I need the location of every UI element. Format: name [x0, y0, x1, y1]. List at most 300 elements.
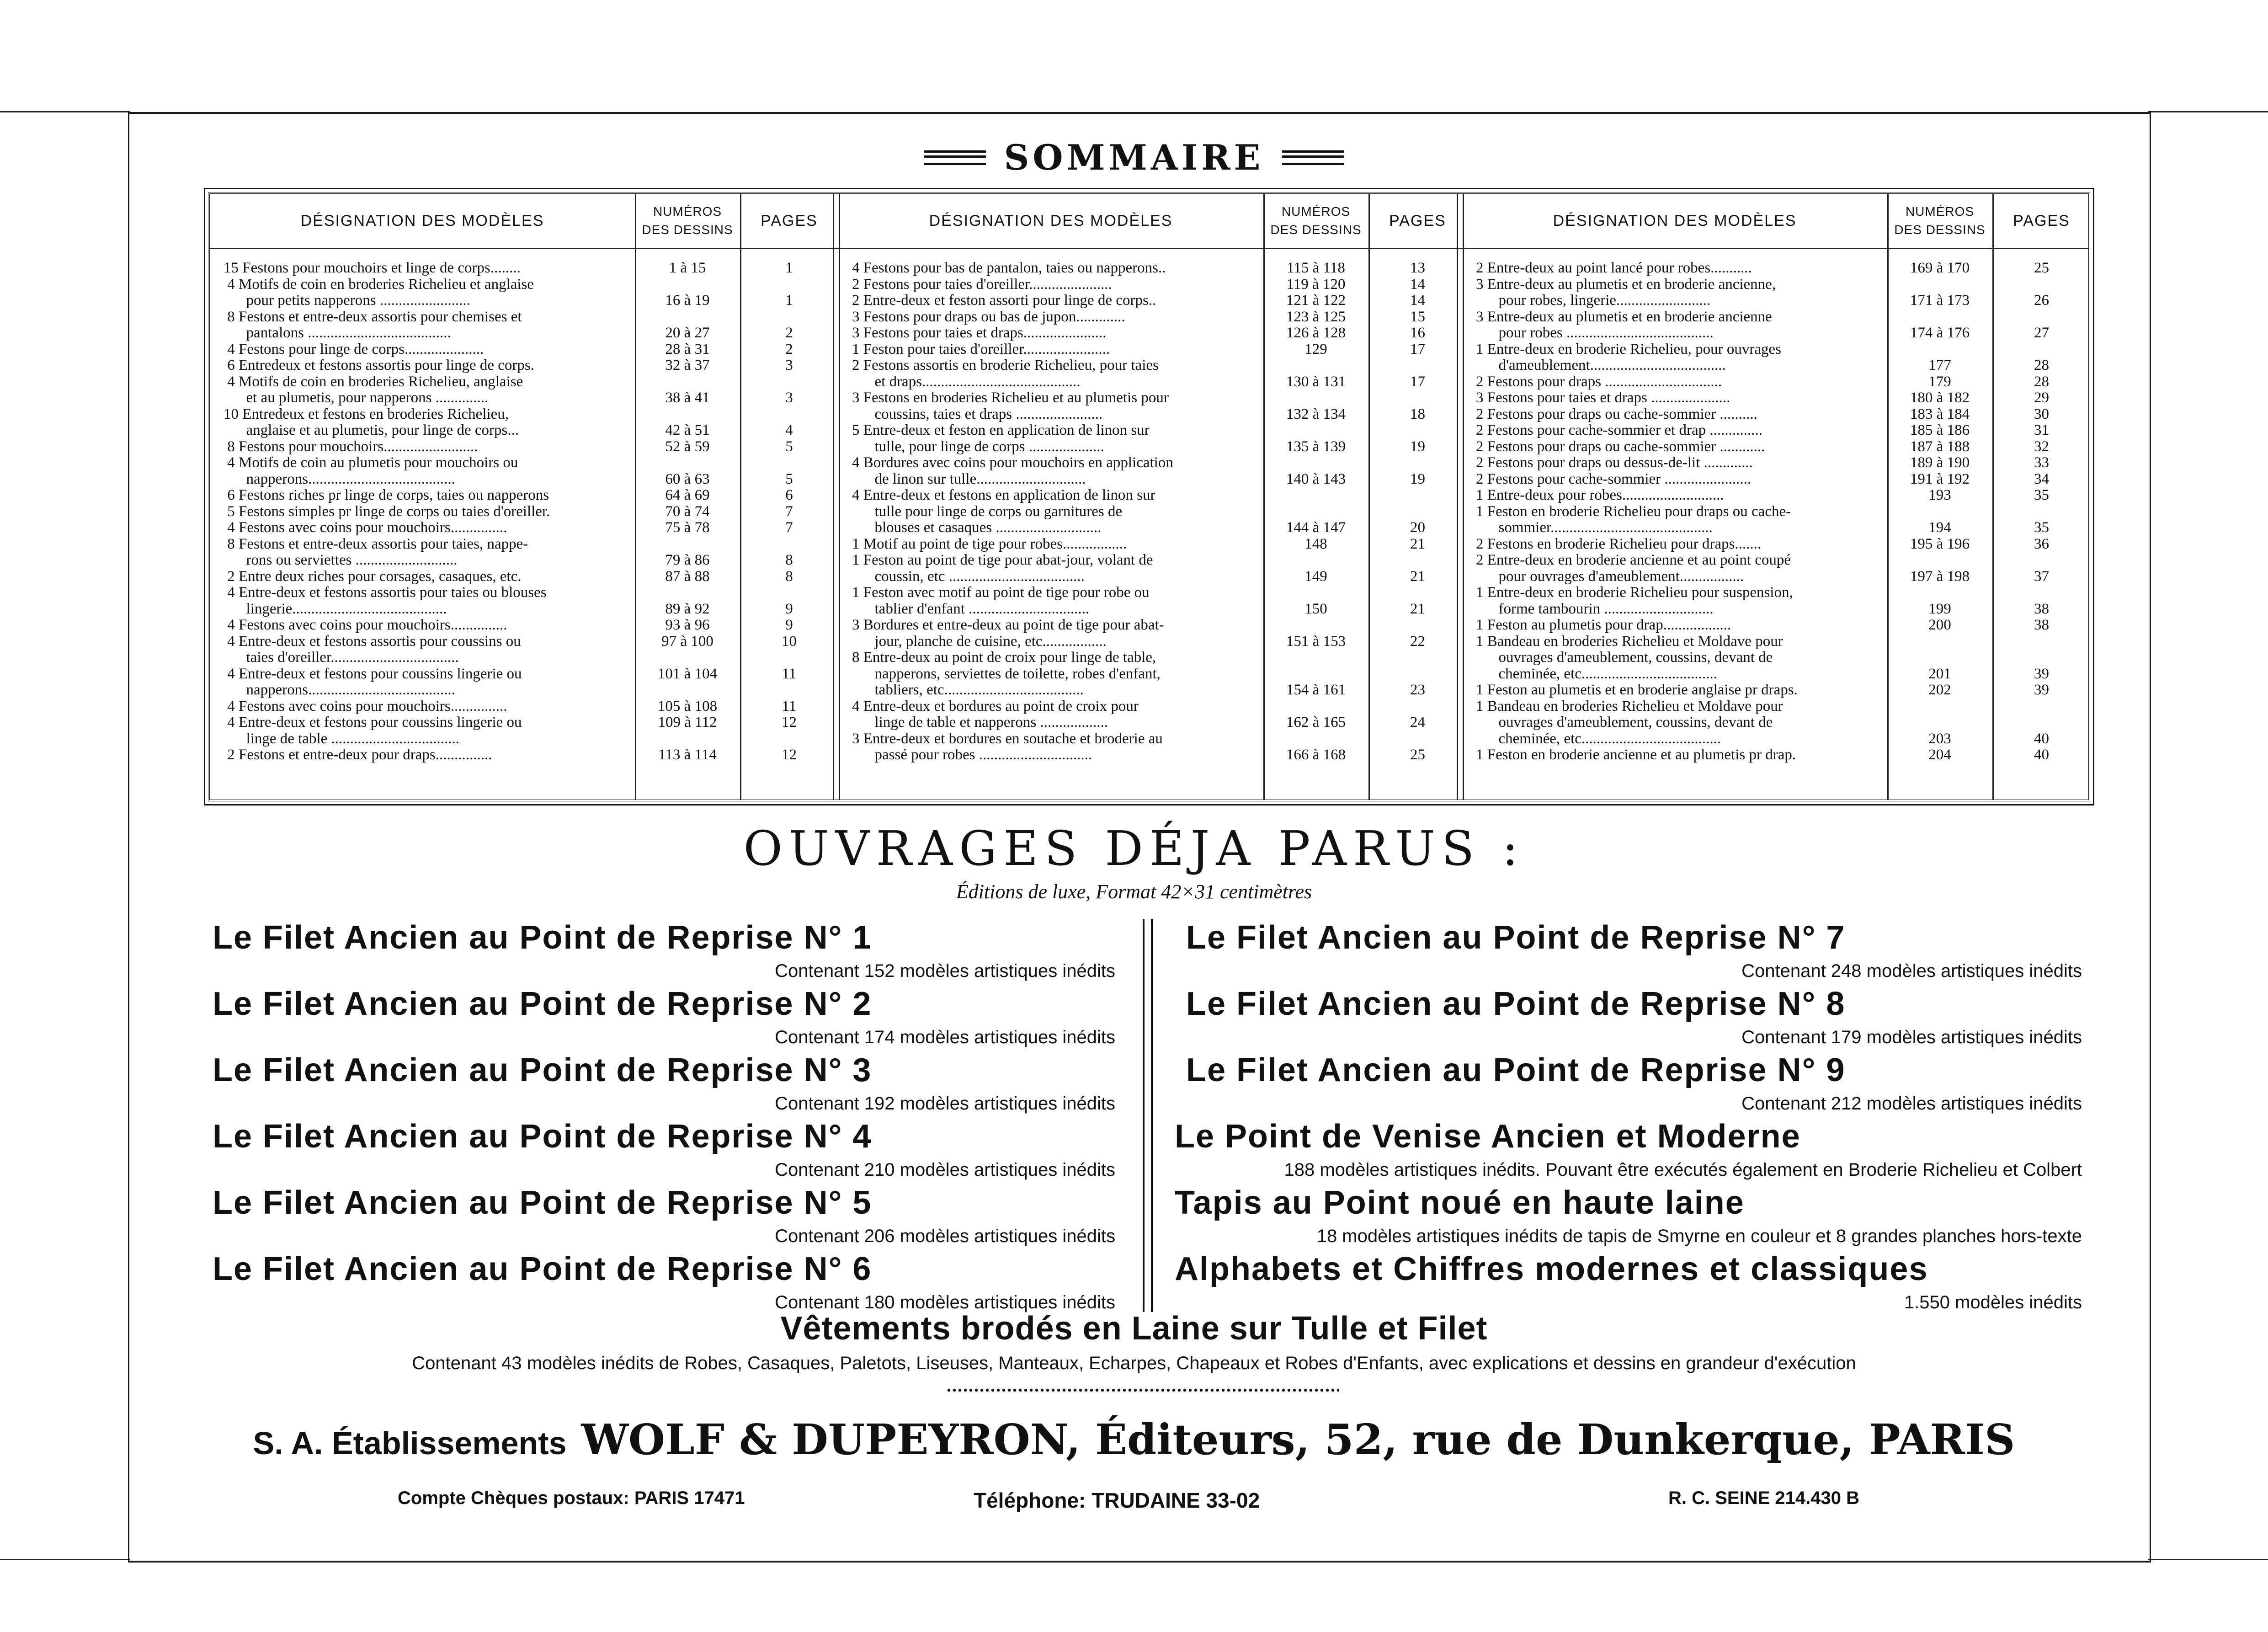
publisher-line [0, 1415, 2268, 1464]
table-row: 2 Festons pour draps ............................... [1476, 373, 1722, 390]
table-row: jour, planche de cuisine, etc................. [852, 633, 1107, 650]
numeros-list [1263, 260, 1368, 763]
table-row: 3 Festons pour draps ou bas de jupon............. [852, 308, 1125, 325]
header-numeros: NUMÉROS DES DESSINS [642, 204, 733, 237]
table-row: 1 Feston avec motif au point de tige pour robe ou [852, 584, 1150, 601]
book-title: Le Filet Ancien au Point de Reprise N° 6 [213, 1251, 872, 1287]
header-designation: DÉSIGNATION DES MODÈLES [300, 212, 544, 229]
row-page: 3 [785, 357, 793, 373]
table-row: passé pour robes .............................. [852, 747, 1092, 763]
designation-list [224, 260, 630, 763]
row-page: 28 [2034, 373, 2049, 390]
header-numeros: NUMÉROS DES DESSINS [1894, 204, 1986, 237]
books-separator [1143, 919, 1153, 1312]
row-numbers [1887, 552, 1992, 569]
book-subtitle: 18 modèles artistiques inédits de tapis de Smyrne en couleur et 8 grandes planches hors-texte [1316, 1226, 2082, 1246]
ouvrages-title: OUVRAGES DÉJA PARUS : [743, 821, 1525, 876]
table-row: 1 Feston au plumetis et en broderie anglaise pr draps. [1476, 682, 1798, 698]
table-row: linge de table .................................. [224, 730, 460, 747]
row-numbers: 28 à 31 [665, 341, 710, 357]
row-page [1992, 699, 2091, 715]
table-row: 2 Entre deux riches pour corsages, casaques, etc. [224, 568, 522, 585]
row-page [1368, 666, 1467, 683]
table-row: tulle pour linge de corps ou garnitures de [852, 503, 1123, 520]
book-subtitle: Contenant 248 modèles artistiques inédits [1741, 961, 2082, 981]
row-numbers: 52 à 59 [665, 438, 710, 455]
row-page: 32 [2034, 438, 2049, 455]
table-row: coussins, taies et draps ....................... [852, 405, 1103, 422]
row-numbers: 87 à 88 [665, 568, 710, 585]
row-numbers: 189 à 190 [1910, 454, 1970, 471]
table-row: 2 Festons pour draps ou dessus-de-lit ............. [1476, 454, 1753, 471]
row-page: 15 [1410, 308, 1425, 325]
row-numbers [635, 455, 740, 471]
row-page: 26 [2034, 292, 2049, 309]
dotted-rule [946, 1387, 1339, 1393]
header-designation: DÉSIGNATION DES MODÈLES [1553, 212, 1797, 229]
row-numbers: 89 à 92 [665, 600, 710, 617]
row-numbers: 42 à 51 [665, 422, 710, 438]
row-page: 35 [2034, 487, 2049, 503]
row-numbers [1263, 357, 1368, 374]
table-row: et draps.......................................... [852, 373, 1081, 390]
row-numbers [1263, 487, 1368, 504]
row-numbers: 177 [1928, 357, 1951, 373]
row-page [740, 650, 838, 666]
row-numbers [1887, 634, 1992, 650]
row-numbers: 115 à 118 [1287, 260, 1345, 276]
table-row: 2 Festons pour draps ou cache-sommier .......... [1476, 405, 1757, 422]
table-row: pour robes, lingerie......................... [1476, 292, 1711, 309]
table-row: 3 Festons en broderies Richelieu et au plumetis pour [852, 389, 1169, 406]
table-row: 1 Feston en broderie Richelieu pour draps ou cache- [1476, 503, 1791, 520]
table-row: 4 Festons pour linge de corps..................... [224, 341, 484, 357]
row-page [1368, 585, 1467, 601]
row-page [740, 731, 838, 747]
row-page: 33 [2034, 454, 2049, 471]
table-row: 1 Feston en broderie ancienne et au plumetis pr drap. [1476, 747, 1796, 763]
row-page [740, 309, 838, 325]
pages-list [740, 260, 838, 763]
table-row: 1 Motif au point de tige pour robes................. [852, 535, 1127, 552]
row-page [1368, 422, 1467, 439]
numeros-list [635, 260, 740, 763]
row-page: 36 [2034, 535, 2049, 552]
row-page: 9 [785, 617, 793, 633]
row-numbers: 135 à 139 [1286, 438, 1346, 455]
row-page: 10 [782, 633, 797, 650]
table-row: 3 Entre-deux et bordures en soutache et broderie au [852, 730, 1163, 747]
row-numbers: 70 à 74 [665, 503, 710, 520]
row-numbers: 75 à 78 [665, 519, 710, 536]
row-page: 30 [2034, 405, 2049, 422]
row-page: 3 [785, 389, 793, 406]
row-numbers: 151 à 153 [1286, 633, 1346, 650]
row-page: 17 [1410, 341, 1425, 357]
table-row: anglaise et au plumetis, pour linge de corps... [224, 422, 519, 438]
row-page [1368, 357, 1467, 374]
row-page: 9 [785, 600, 793, 617]
row-numbers [635, 536, 740, 553]
row-numbers: 162 à 165 [1286, 714, 1346, 731]
cheques-info: Compte Chèques postaux: PARIS 17471 [398, 1488, 745, 1508]
table-row: coussin, etc .................................... [852, 568, 1085, 585]
row-page: 27 [2034, 325, 2049, 341]
table-row: 1 Entre-deux pour robes........................... [1476, 487, 1724, 503]
row-numbers: 203 [1928, 730, 1951, 747]
book-subtitle: Contenant 180 modèles artistiques inédits [775, 1292, 1115, 1312]
book-subtitle: Contenant 206 modèles artistiques inédits [775, 1226, 1115, 1246]
row-page: 38 [2034, 600, 2049, 617]
table-row: pour petits napperons ........................ [224, 292, 470, 309]
row-numbers: 191 à 192 [1910, 470, 1970, 487]
table-row: 1 Feston pour taies d'oreiller....................... [852, 341, 1110, 357]
row-page: 24 [1410, 714, 1425, 731]
table-row: pour ouvrages d'ameublement................. [1476, 568, 1744, 585]
row-numbers [1887, 341, 1992, 358]
row-numbers: 132 à 134 [1286, 405, 1346, 422]
book-subtitle: Contenant 179 modèles artistiques inédits [1741, 1027, 2082, 1047]
row-page: 14 [1410, 292, 1425, 309]
row-numbers [1263, 731, 1368, 747]
ouvrages-subtitle: Éditions de luxe, Format 42×31 centimètres [956, 880, 1312, 903]
header-pages: PAGES [2013, 212, 2070, 229]
row-page: 2 [785, 325, 793, 341]
row-numbers [1263, 650, 1368, 666]
table-row: 6 Entredeux et festons assortis pour linge de corps. [224, 357, 535, 373]
book-subtitle: 1.550 modèles inédits [1904, 1292, 2082, 1312]
row-numbers [635, 277, 740, 293]
table-row: 10 Entredeux et festons en broderies Richelieu, [224, 405, 509, 422]
row-numbers [1887, 277, 1992, 293]
row-numbers: 105 à 108 [657, 698, 718, 715]
book-title: Le Filet Ancien au Point de Reprise N° 5 [213, 1184, 872, 1221]
row-page [1992, 585, 2091, 601]
row-numbers: 1 à 15 [669, 260, 706, 276]
table-row: 4 Motifs de coin en broderies Richelieu, anglaise [224, 373, 523, 390]
row-numbers [1887, 504, 1992, 520]
row-numbers: 149 [1304, 568, 1327, 585]
table-row: tulle, pour linge de corps .................... [852, 438, 1104, 455]
row-numbers: 121 à 122 [1286, 292, 1346, 309]
header-pages: PAGES [1389, 212, 1446, 229]
row-numbers [1263, 504, 1368, 520]
table-row: 1 Entre-deux en broderie Richelieu, pour ouvrages [1476, 341, 1782, 357]
table-row: 3 Bordures et entre-deux au point de tige pour abat- [852, 617, 1164, 633]
row-page: 18 [1410, 405, 1425, 422]
row-numbers [1263, 422, 1368, 439]
row-numbers: 166 à 168 [1286, 747, 1346, 763]
table-row: blouses et casaques ............................ [852, 519, 1102, 536]
row-page [740, 374, 838, 390]
row-page [1368, 390, 1467, 406]
row-numbers [1263, 699, 1368, 715]
row-page: 21 [1410, 600, 1425, 617]
table-row: cheminée, etc..................................... [1476, 730, 1721, 747]
table-row: 4 Festons avec coins pour mouchoirs............... [224, 617, 507, 633]
designation-list [1476, 260, 1883, 763]
table-row: 4 Bordures avec coins pour mouchoirs en application [852, 454, 1173, 471]
row-numbers [1887, 699, 1992, 715]
table-row: 2 Festons pour cache-sommier et drap .............. [1476, 422, 1762, 438]
row-page [1992, 634, 2091, 650]
row-numbers: 194 [1928, 519, 1951, 536]
table-row: et au plumetis, pour napperons .............. [224, 389, 489, 406]
rule-bottom-left [0, 1559, 130, 1560]
row-page: 17 [1410, 373, 1425, 390]
row-page: 12 [782, 747, 797, 763]
table-row: 15 Festons pour mouchoirs et linge de corps........ [224, 260, 521, 276]
row-page: 39 [2034, 682, 2049, 698]
table-row: tablier d'enfant ................................ [852, 600, 1090, 617]
row-numbers: 187 à 188 [1910, 438, 1970, 455]
row-page: 7 [785, 503, 793, 520]
table-row: 2 Festons pour draps ou cache-sommier ............ [1476, 438, 1765, 455]
title-text: SOMMAIRE [1004, 137, 1264, 178]
table-row: 2 Festons assortis en broderie Richelieu, pour taies [852, 357, 1159, 373]
row-numbers: 126 à 128 [1286, 325, 1346, 341]
row-page: 5 [785, 438, 793, 455]
row-page: 39 [2034, 665, 2049, 682]
table-row: ouvrages d'ameublement, coussins, devant de [1476, 649, 1773, 666]
row-page [1368, 699, 1467, 715]
row-page: 35 [2034, 519, 2049, 536]
row-numbers [1887, 309, 1992, 325]
pages-list [1368, 260, 1467, 763]
table-row: 4 Festons avec coins pour mouchoirs............... [224, 519, 507, 536]
row-numbers: 101 à 104 [657, 665, 718, 682]
row-page [1992, 309, 2091, 325]
row-page: 12 [782, 714, 797, 731]
table-row: sommier........................................... [1476, 519, 1713, 536]
header-designation: DÉSIGNATION DES MODÈLES [929, 212, 1173, 229]
book-title: Le Filet Ancien au Point de Reprise N° 9 [1186, 1052, 1846, 1088]
table-row: lingerie......................................... [224, 600, 447, 617]
table-row: 4 Entre-deux et festons en application de linon sur [852, 487, 1155, 503]
telephone-info: Téléphone: TRUDAINE 33-02 [974, 1488, 1260, 1512]
row-page: 14 [1410, 276, 1425, 293]
row-page [740, 536, 838, 553]
row-page: 34 [2034, 470, 2049, 487]
table-row: ouvrages d'ameublement, coussins, devant de [1476, 714, 1773, 731]
table-row: rons ou serviettes ........................... [224, 552, 458, 568]
book-title: Tapis au Point noué en haute laine [1175, 1184, 1745, 1221]
table-row: 8 Entre-deux au point de croix pour linge de table, [852, 649, 1156, 666]
row-numbers: 113 à 114 [658, 747, 717, 763]
row-numbers: 79 à 86 [665, 552, 710, 568]
row-numbers: 174 à 176 [1910, 325, 1970, 341]
row-page: 11 [782, 698, 797, 715]
row-numbers: 140 à 143 [1286, 470, 1346, 487]
row-page: 11 [782, 665, 797, 682]
row-numbers: 144 à 147 [1286, 519, 1346, 536]
table-row: 1 Entre-deux en broderie Richelieu pour suspension, [1476, 584, 1793, 601]
row-page: 1 [785, 292, 793, 309]
row-numbers: 32 à 37 [665, 357, 710, 373]
row-page [1368, 455, 1467, 471]
table-row: 1 Feston au point de tige pour abat-jour, volant de [852, 552, 1153, 568]
row-page: 7 [785, 519, 793, 536]
row-numbers: 180 à 182 [1910, 389, 1970, 406]
title-rule-right [1282, 150, 1344, 165]
row-page: 2 [785, 341, 793, 357]
rule-bottom-right [2148, 1559, 2268, 1560]
row-numbers [1263, 390, 1368, 406]
row-page [740, 455, 838, 471]
header-numeros: NUMÉROS DES DESSINS [1270, 204, 1362, 237]
row-numbers: 154 à 161 [1286, 682, 1346, 698]
row-page: 25 [1410, 747, 1425, 763]
table-row: 2 Festons pour cache-sommier ....................... [1476, 470, 1752, 487]
row-numbers [1263, 666, 1368, 683]
row-numbers: 148 [1304, 535, 1327, 552]
table-row: 4 Entre-deux et festons assortis pour coussins ou [224, 633, 521, 650]
row-numbers [635, 682, 740, 699]
row-numbers: 38 à 41 [665, 389, 710, 406]
row-numbers: 20 à 27 [665, 325, 710, 341]
row-numbers [635, 374, 740, 390]
row-numbers: 123 à 125 [1286, 308, 1346, 325]
row-page: 20 [1410, 519, 1425, 536]
row-numbers: 129 [1304, 341, 1327, 357]
table-row: 1 Feston au plumetis pour drap.................. [1476, 617, 1731, 633]
row-numbers [1263, 552, 1368, 569]
rule-top-left [0, 111, 130, 112]
row-page: 6 [785, 487, 793, 503]
table-row: tabliers, etc..................................... [852, 682, 1084, 698]
row-page: 13 [1410, 260, 1425, 276]
row-page: 19 [1410, 438, 1425, 455]
row-page: 21 [1410, 535, 1425, 552]
vetements-subtitle: Contenant 43 modèles inédits de Robes, Casaques, Paletots, Liseuses, Manteaux, Echarpes, Chapeaux et Robes d'Enfants, avec explications et dessins en grandeur d'exécution [412, 1353, 1856, 1373]
row-page [740, 585, 838, 601]
row-page: 8 [785, 568, 793, 585]
row-page: 1 [785, 260, 793, 276]
row-page: 25 [2034, 260, 2049, 276]
book-title: Le Filet Ancien au Point de Reprise N° 2 [213, 986, 872, 1022]
table-row: 6 Festons riches pr linge de corps, taies ou napperons [224, 487, 549, 503]
row-numbers [635, 309, 740, 325]
row-page [1992, 650, 2091, 666]
row-page: 5 [785, 470, 793, 487]
table-row: 2 Festons et entre-deux pour draps............... [224, 747, 492, 763]
table-row: 2 Entre-deux en broderie ancienne et au point coupé [1476, 552, 1791, 568]
row-numbers [1263, 455, 1368, 471]
row-numbers: 130 à 131 [1286, 373, 1346, 390]
row-page: 40 [2034, 730, 2049, 747]
table-row: 4 Festons pour bas de pantalon, taies ou napperons.. [852, 260, 1166, 276]
row-numbers: 193 [1928, 487, 1951, 503]
row-page [1368, 731, 1467, 747]
row-page: 38 [2034, 617, 2049, 633]
row-numbers [1887, 715, 1992, 731]
table-row: napperons....................................... [224, 470, 455, 487]
table-row: 8 Festons pour mouchoirs......................... [224, 438, 478, 455]
row-numbers: 119 à 120 [1286, 276, 1346, 293]
row-numbers: 201 [1928, 665, 1951, 682]
book-title: Le Filet Ancien au Point de Reprise N° 1 [213, 919, 872, 956]
publisher-name: WOLF & DUPEYRON, Éditeurs, 52, rue de Dunkerque, PARIS [581, 1415, 2015, 1464]
table-row: 4 Entre-deux et festons pour coussins lingerie ou [224, 714, 522, 731]
table-row: 4 Motifs de coin au plumetis pour mouchoirs ou [224, 454, 518, 471]
row-page: 28 [2034, 357, 2049, 373]
table-row: forme tambourin ............................. [1476, 600, 1714, 617]
book-title: Le Point de Venise Ancien et Moderne [1175, 1118, 1801, 1155]
table-row: napperons....................................... [224, 682, 455, 698]
table-row: 3 Festons pour taies et draps...................... [852, 325, 1107, 341]
row-page [740, 406, 838, 423]
row-numbers [635, 650, 740, 666]
row-numbers: 93 à 96 [665, 617, 710, 633]
book-title: Alphabets et Chiffres modernes et classiques [1175, 1251, 1928, 1287]
row-page [740, 682, 838, 699]
page-title [0, 137, 2268, 178]
header-pages: PAGES [761, 212, 818, 229]
row-numbers [1263, 585, 1368, 601]
row-page [1368, 650, 1467, 666]
row-page: 21 [1410, 568, 1425, 585]
row-numbers: 171 à 173 [1910, 292, 1970, 309]
row-numbers: 179 [1928, 373, 1951, 390]
row-page: 19 [1410, 470, 1425, 487]
table-row: 2 Festons en broderie Richelieu pour draps....... [1476, 535, 1762, 552]
row-page: 16 [1410, 325, 1425, 341]
column-group-divider [833, 194, 840, 800]
book-title: Le Filet Ancien au Point de Reprise N° 7 [1186, 919, 1846, 956]
row-numbers: 150 [1304, 600, 1327, 617]
row-page [1992, 341, 2091, 358]
row-page [1368, 504, 1467, 520]
row-numbers: 169 à 170 [1910, 260, 1970, 276]
row-numbers: 185 à 186 [1910, 422, 1970, 438]
table-row: 4 Entre-deux et festons pour coussins lingerie ou [224, 665, 522, 682]
table-row: 4 Festons avec coins pour mouchoirs............... [224, 698, 507, 715]
row-page [1992, 552, 2091, 569]
table-row: 3 Entre-deux au plumetis et en broderie ancienne [1476, 308, 1772, 325]
row-page [1992, 504, 2091, 520]
table-row: de linon sur tulle............................. [852, 470, 1086, 487]
table-row: 5 Festons simples pr linge de corps ou taies d'oreiller. [224, 503, 550, 520]
row-numbers [635, 731, 740, 747]
row-page [740, 277, 838, 293]
designation-list [852, 260, 1259, 763]
book-subtitle: Contenant 210 modèles artistiques inédits [775, 1160, 1115, 1180]
book-subtitle: Contenant 212 modèles artistiques inédits [1741, 1093, 2082, 1114]
row-numbers [635, 585, 740, 601]
row-numbers: 97 à 100 [661, 633, 713, 650]
row-numbers: 199 [1928, 600, 1951, 617]
row-numbers: 60 à 63 [665, 470, 710, 487]
pages-list [1992, 260, 2091, 763]
table-header-rule [210, 248, 2088, 249]
row-page [1368, 617, 1467, 634]
table-row: pour robes ....................................... [1476, 325, 1714, 341]
table-row: 5 Entre-deux et feston en application de linon sur [852, 422, 1150, 438]
publisher-prefix: S. A. Établissements [253, 1425, 567, 1461]
book-subtitle: Contenant 152 modèles artistiques inédits [775, 961, 1115, 981]
book-subtitle: 188 modèles artistiques inédits. Pouvant être exécutés également en Broderie Richelieu et Colbert [1284, 1160, 2082, 1180]
row-page: 31 [2034, 422, 2049, 438]
table-row: 1 Bandeau en broderies Richelieu et Moldave pour [1476, 698, 1783, 715]
table-row: 4 Motifs de coin en broderies Richelieu et anglaise [224, 276, 534, 293]
row-page [1368, 487, 1467, 504]
table-row: 2 Festons pour taies d'oreiller...................... [852, 276, 1112, 293]
book-title: Le Filet Ancien au Point de Reprise N° 4 [213, 1118, 872, 1155]
row-numbers: 16 à 19 [665, 292, 710, 309]
summary-table [208, 192, 2090, 801]
table-row: 2 Entre-deux au point lancé pour robes........... [1476, 260, 1752, 276]
table-row: 4 Entre-deux et festons assortis pour taies ou blouses [224, 584, 547, 601]
